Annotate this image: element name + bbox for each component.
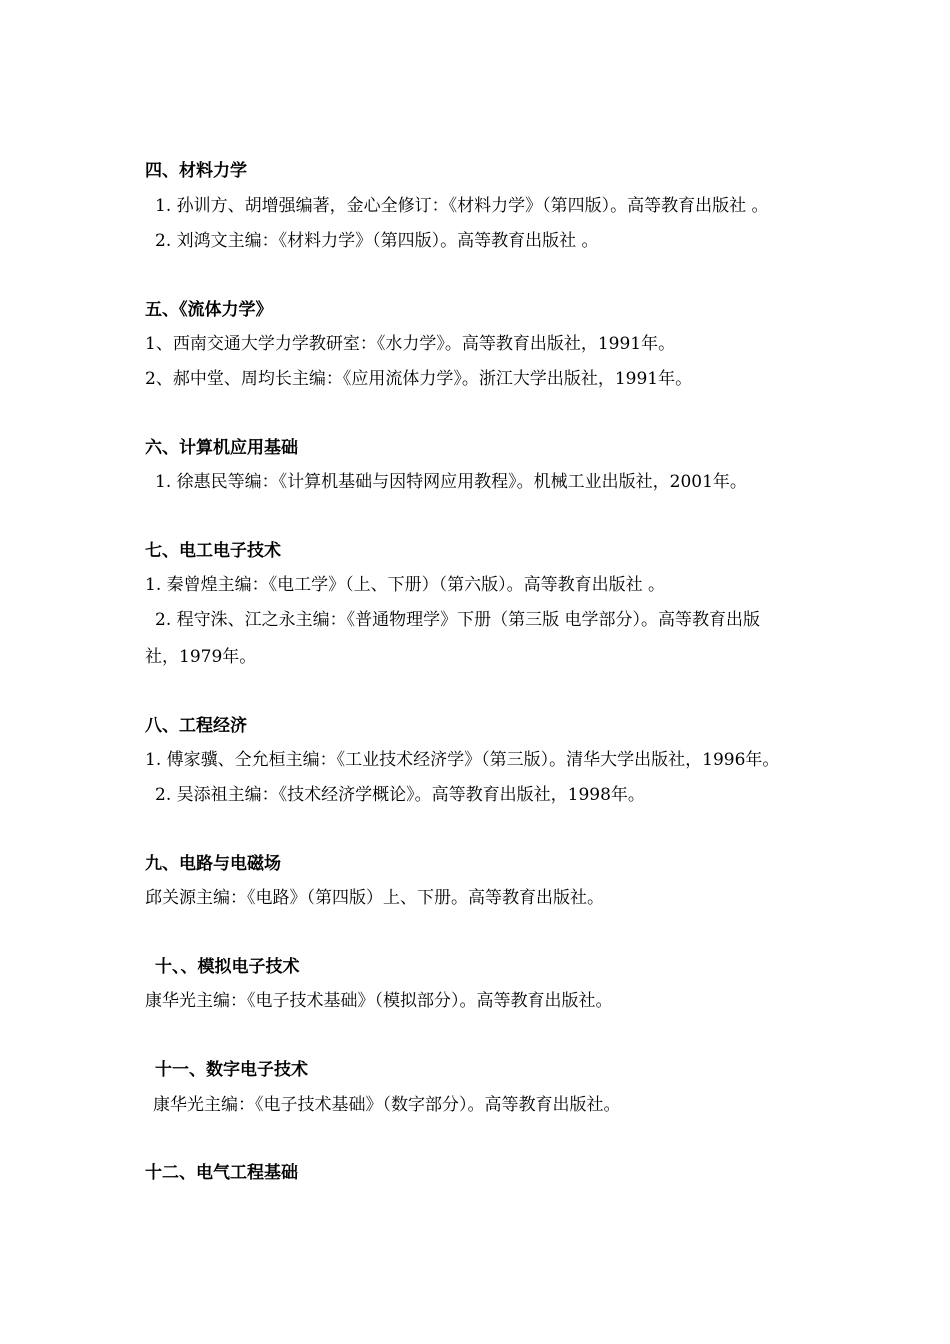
reference-line: 1. 傅家骥、仝允桓主编：《工业技术经济学》（第三版）。清华大学出版社，1996年。 xyxy=(145,750,780,770)
reference-line: 1. 秦曾煌主编：《电工学》（上、下册）（第六版）。高等教育出版社 。 xyxy=(145,575,666,595)
reference-line: 2. 刘鸿文主编：《材料力学》（第四版）。高等教育出版社 。 xyxy=(155,231,599,251)
reference-line: 社，1979年。 xyxy=(145,647,257,667)
reference-line: 康华光主编：《电子技术基础》（数字部分）。高等教育出版社。 xyxy=(153,1095,621,1115)
reference-line: 邱关源主编：《电路》（第四版）上、下册。高等教育出版社。 xyxy=(145,888,604,908)
section-heading: 九、电路与电磁场 xyxy=(145,854,281,874)
section-heading: 十二、电气工程基础 xyxy=(145,1163,298,1183)
section-heading: 四、材料力学 xyxy=(145,161,247,181)
reference-line: 康华光主编：《电子技术基础》（模拟部分）。高等教育出版社。 xyxy=(145,991,613,1011)
reference-line: 1、西南交通大学力学教研室：《水力学》。高等教育出版社，1991年。 xyxy=(145,334,676,354)
section-heading: 七、电工电子技术 xyxy=(145,541,281,561)
section-heading: 十一、数字电子技术 xyxy=(155,1060,308,1080)
section-heading: 十、、模拟电子技术 xyxy=(155,957,300,977)
reference-line: 1. 徐惠民等编：《计算机基础与因特网应用教程》。机械工业出版社，2001年。 xyxy=(155,472,747,492)
reference-line: 2、郝中堂、周均长主编：《应用流体力学》。浙江大学出版社，1991年。 xyxy=(145,369,693,389)
section-heading: 六、计算机应用基础 xyxy=(145,438,298,458)
reference-line: 2. 吴添祖主编：《技术经济学概论》。高等教育出版社，1998年。 xyxy=(155,785,645,805)
reference-line: 1. 孙训方、胡增强编著，金心全修订：《材料力学》（第四版）。高等教育出版社 。 xyxy=(155,196,769,216)
reference-line: 2. 程守洙、江之永主编：《普通物理学》下册（第三版 电学部分）。高等教育出版 xyxy=(155,610,761,630)
section-heading: 五、《流体力学》 xyxy=(145,300,273,320)
section-heading: 八、工程经济 xyxy=(145,716,247,736)
